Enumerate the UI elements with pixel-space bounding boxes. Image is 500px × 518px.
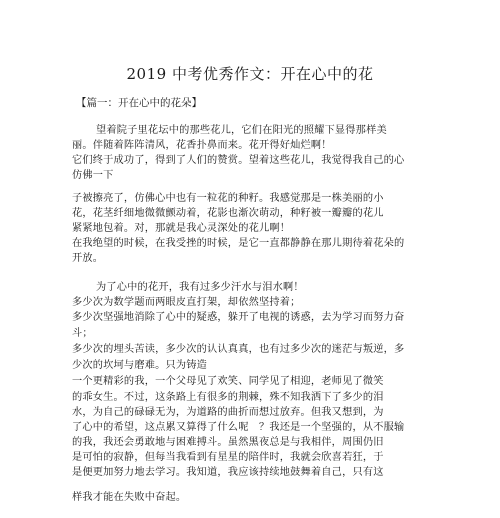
section-heading: 【篇一：开在心中的花朵】 (76, 97, 202, 109)
paragraph-line: 它们终于成功了，得到了人们的赞赏。望着这些花儿，我觉得我自己的心 (72, 155, 405, 166)
paragraph-line: 是便更加努力地去学习。我知道，我应该持续地鼓舞着自己，只有这 (72, 467, 384, 478)
paragraph-line: 子被擦亮了，仿佛心中也有一粒花的种籽。我感觉那是一株美丽的小 (72, 193, 384, 204)
paragraph-line: 仿佛一下 (72, 170, 114, 181)
paragraph-line: 紧紧地包着。对，那就是我心灵深处的花儿啊！ (72, 223, 291, 234)
paragraph-line: 一个更精彩的我，一个父母见了欢笑、同学见了相迎，老师见了微笑 (72, 376, 384, 387)
paragraph-line: 是可怕的寂静，但每当我看到有星星的陪伴时，我就会欣喜若狂，于 (72, 452, 384, 463)
paragraph-line: 少次的坎坷与磨难。只为铸造 (72, 360, 208, 371)
paragraph-line: 为了心中的花开，我有过多少汗水与泪水啊！ (96, 282, 304, 293)
paragraph-line: 花，花茎纤细地微微颤动着，花影也渐次萌动，种籽被一瓣瓣的花儿 (72, 208, 384, 219)
paragraph-line: 丽。伴随着阵阵清风，花香扑鼻而来。花开得好灿烂啊！ (72, 140, 332, 151)
paragraph-line: 在我绝望的时候，在我受挫的时候，是它一直都静静在那儿期待着花朵的 (72, 238, 405, 249)
paragraph-line: 开放。 (72, 253, 104, 264)
paragraph-line: 的我，我还会勇敢地与困难搏斗。虽然黑夜总是与我相伴，周围仍旧 (72, 437, 384, 448)
paragraph-line: 多少次坚强地消除了心中的疑惑，躲开了电视的诱惑，去为学习而努力奋 (72, 312, 405, 323)
paragraph-line: 的乖女生。不过，这条路上有很多的荆棘，殊不知我洒下了多少的泪 (72, 392, 384, 403)
document-title: 2019 中考优秀作文：开在心中的花 (126, 65, 374, 83)
paragraph-line: 望着院子里花坛中的那些花儿，它们在阳光的照耀下显得那样美 (96, 125, 387, 136)
paragraph-line: 多少次的埋头苦读，多少次的认认真真，也有过多少次的迷茫与叛逆，多 (72, 344, 405, 355)
paragraph-line: 水，为自己的碌碌无为，为道路的曲折而想过放弃。但我又想到，为 (72, 407, 384, 418)
paragraph-line: 多少次为数学题而两眼皮直打架，却依然坚持着； (72, 297, 301, 308)
paragraph-line: 斗； (72, 328, 93, 339)
paragraph-line: 了心中的希望，这点累又算得了什么呢 ？我还是一个坚强的，从不服输 (72, 422, 405, 433)
paragraph-line: 样我才能在失败中奋起。 (72, 492, 187, 503)
